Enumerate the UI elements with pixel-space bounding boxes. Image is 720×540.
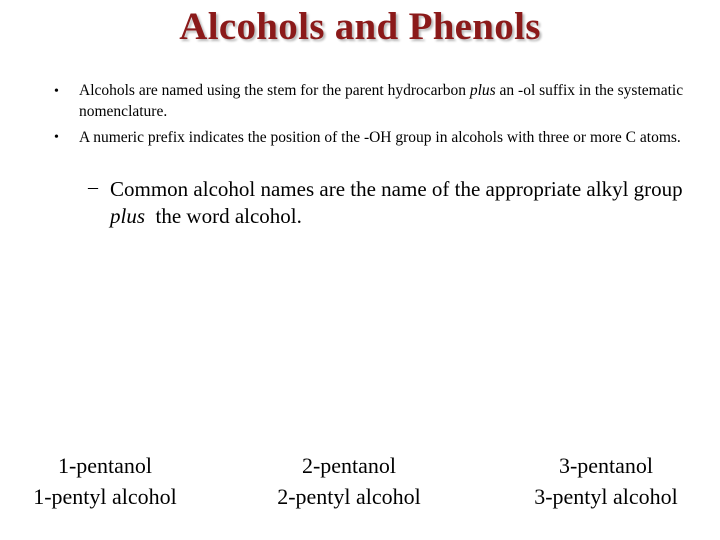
emphasis-text: plus [110, 204, 146, 228]
bullet-item-numeric-prefix: A numeric prefix indicates the position of the -OH group in alcohols with three or more C atoms. [79, 129, 681, 146]
common-name: 3-pentyl alcohol [534, 484, 678, 509]
iupac-name: 1-pentanol [57, 453, 153, 478]
sub-bullet-text-part: the word alcohol. [145, 204, 302, 228]
compound-2-pentanol [229, 450, 469, 512]
bullet-marker: • [54, 84, 59, 99]
sub-bullet-marker: – [88, 176, 98, 198]
sub-bullet-common-names [110, 176, 690, 230]
bullet-text-part: an -ol suffix in the systematic nomenclature. [79, 82, 684, 120]
compound-1-pentanol [0, 450, 225, 512]
bullet-marker: • [54, 130, 59, 145]
iupac-name: 2-pentanol [301, 453, 397, 478]
bullet-text-part: Alcohols are named using the stem for the parent hydrocarbon [79, 82, 470, 99]
common-name: 1-pentyl alcohol [33, 484, 177, 509]
bullet-item-nomenclature [79, 80, 689, 122]
common-name: 2-pentyl alcohol [277, 484, 421, 509]
compound-3-pentanol [486, 450, 720, 512]
sub-bullet-text-part: Common alcohol names are the name of the appropriate alkyl group [110, 177, 683, 201]
iupac-name: 3-pentanol [558, 453, 654, 478]
emphasis-text: plus [469, 82, 496, 99]
slide-title: Alcohols and Phenols [179, 5, 541, 48]
